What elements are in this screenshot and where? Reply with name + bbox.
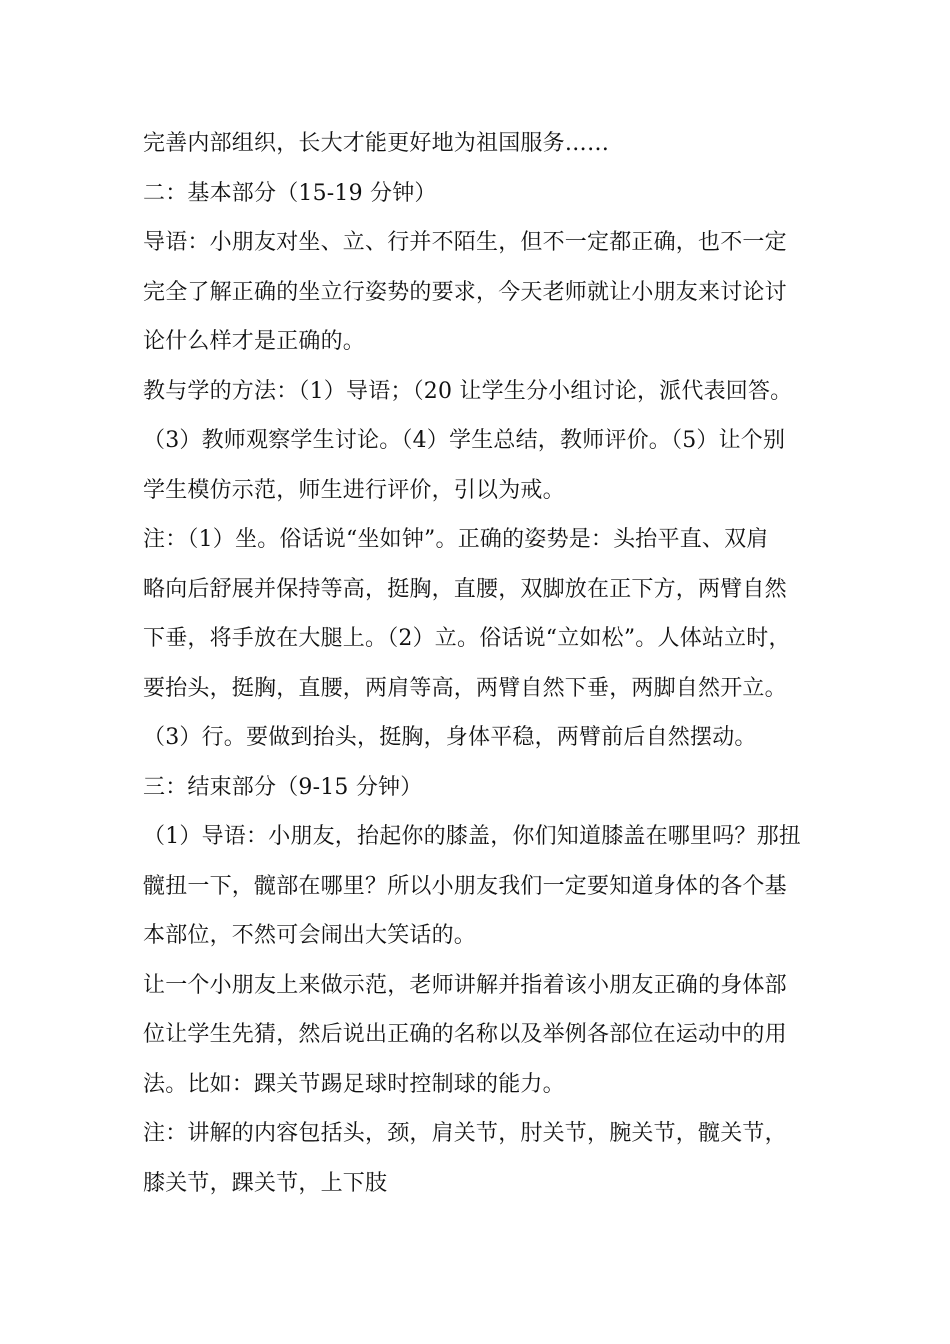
text-line: 下垂，将手放在大腿上。（2）立。俗话说“立如松”。人体站立时， <box>143 626 791 651</box>
text-line: 髋扭一下，髋部在哪里？所以小朋友我们一定要知道身体的各个基 <box>143 874 787 899</box>
text-line: 要抬头，挺胸，直腰，两肩等高，两臂自然下垂，两脚自然开立。 <box>143 676 787 701</box>
text-line: 注：讲解的内容包括头，颈，肩关节，肘关节，腕关节，髋关节， <box>143 1121 787 1146</box>
text-line: 完全了解正确的坐立行姿势的要求，今天老师就让小朋友来讨论讨 <box>143 280 787 305</box>
text-line: 导语：小朋友对坐、立、行并不陌生，但不一定都正确，也不一定 <box>143 230 787 255</box>
text-line: 注：（1）坐。俗话说“坐如钟”。正确的姿势是：头抬平直、双肩 <box>143 527 769 552</box>
section-heading-basic: 二：基本部分（15-19 分钟） <box>143 181 437 206</box>
text-line: 教与学的方法：（1）导语；（20 让学生分小组讨论，派代表回答。 <box>143 379 793 404</box>
text-line: 膝关节，踝关节，上下肢 <box>143 1171 388 1196</box>
text-line: 本部位，不然可会闹出大笑话的。 <box>143 923 477 948</box>
section-heading-ending: 三：结束部分（9-15 分钟） <box>143 775 423 800</box>
text-line: （3）行。要做到抬头，挺胸，身体平稳，两臂前后自然摆动。 <box>143 725 757 750</box>
text-line: 略向后舒展并保持等高，挺胸，直腰，双脚放在正下方，两臂自然 <box>143 577 787 602</box>
text-line: （1）导语：小朋友，抬起你的膝盖，你们知道膝盖在哪里吗？那扭 <box>143 824 801 849</box>
text-line: 完善内部组织，长大才能更好地为祖国服务…… <box>143 131 610 156</box>
text-line: （3）教师观察学生讨论。（4）学生总结，教师评价。（5）让个别 <box>143 428 786 453</box>
text-line: 法。比如：踝关节踢足球时控制球的能力。 <box>143 1072 565 1097</box>
text-line: 让一个小朋友上来做示范，老师讲解并指着该小朋友正确的身体部 <box>143 973 787 998</box>
text-line: 论什么样才是正确的。 <box>143 329 366 354</box>
text-line: 学生模仿示范，师生进行评价，引以为戒。 <box>143 478 565 503</box>
text-line: 位让学生先猜，然后说出正确的名称以及举例各部位在运动中的用 <box>143 1022 787 1047</box>
